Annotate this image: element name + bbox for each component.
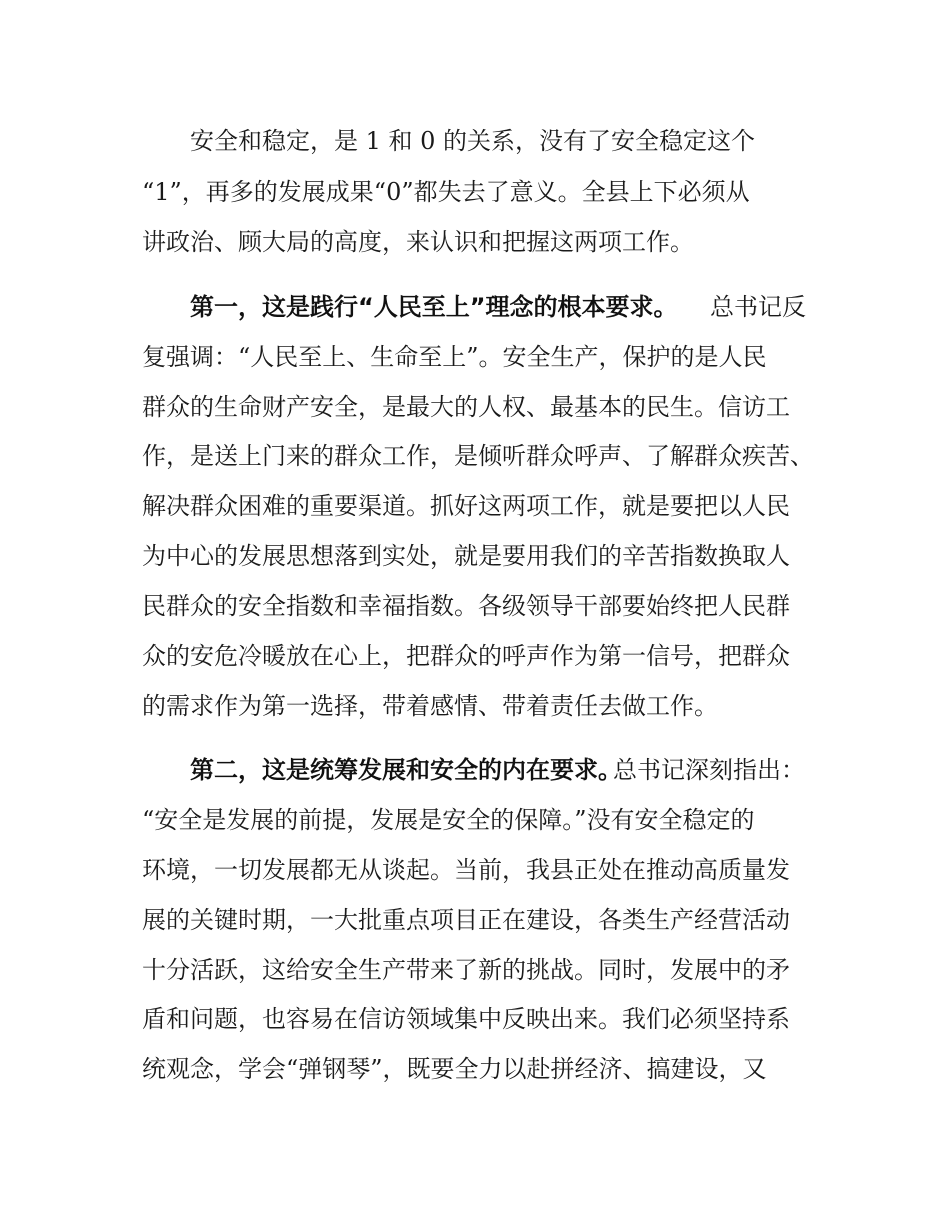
paragraph-3-line-7: 统观念，学会“弹钢琴”，既要全力以赴拼经济、搞建设，又 — [142, 1055, 767, 1083]
paragraph-1-line-3: 讲政治、顾大局的高度，来认识和把握这两项工作。 — [142, 228, 694, 256]
paragraph-2-line-6: 为中心的发展思想落到实处，就是要用我们的辛苦指数换取人 — [142, 542, 790, 570]
paragraph-2-heading: 第一，这是践行“人民至上”理念的根本要求。 — [190, 293, 678, 321]
paragraph-3-line-2: “安全是发展的前提，发展是安全的保障。”没有安全稳定的 — [142, 806, 755, 834]
paragraph-2-line-8: 众的安危冷暖放在心上，把群众的呼声作为第一信号，把群众 — [142, 642, 790, 670]
paragraph-2-line-2: 复强调：“人民至上、生命至上”。安全生产，保护的是人民 — [142, 343, 767, 371]
paragraph-3-line-3: 环境，一切发展都无从谈起。当前，我县正处在推动高质量发 — [142, 856, 790, 884]
paragraph-3-line-5: 十分活跃，这给安全生产带来了新的挑战。同时，发展中的矛 — [142, 956, 790, 984]
paragraph-1-line-2: “1”，再多的发展成果“0”都失去了意义。全县上下必须从 — [142, 178, 750, 206]
paragraph-2-line-9: 的需求作为第一选择，带着感情、带着责任去做工作。 — [142, 692, 718, 720]
paragraph-2-line-1: 第一，这是践行“人民至上”理念的根本要求。 总书记反 — [0, 287, 950, 327]
paragraph-2-line-3: 群众的生命财产安全，是最大的人权、最基本的民生。信访工 — [142, 393, 790, 421]
paragraph-2-line-5: 解决群众困难的重要渠道。抓好这两项工作，就是要把以人民 — [142, 492, 790, 520]
paragraph-1-line-1: 安全和稳定，是 1 和 0 的关系，没有了安全稳定这个 — [190, 127, 756, 155]
paragraph-3-line-6: 盾和问题，也容易在信访领域集中反映出来。我们必须坚持系 — [142, 1005, 790, 1033]
paragraph-3-line-1: 第二，这是统筹发展和安全的内在要求。 总书记深刻指出： — [0, 750, 950, 790]
paragraph-3-line-4: 展的关键时期，一大批重点项目正在建设，各类生产经营活动 — [142, 906, 790, 934]
paragraph-2-line-4: 作，是送上门来的群众工作，是倾听群众呼声、了解群众疾苦、 — [142, 442, 814, 470]
paragraph-3-heading: 第二，这是统筹发展和安全的内在要求。 — [190, 756, 622, 784]
paragraph-2-line-7: 民群众的安全指数和幸福指数。各级领导干部要始终把人民群 — [142, 592, 790, 620]
